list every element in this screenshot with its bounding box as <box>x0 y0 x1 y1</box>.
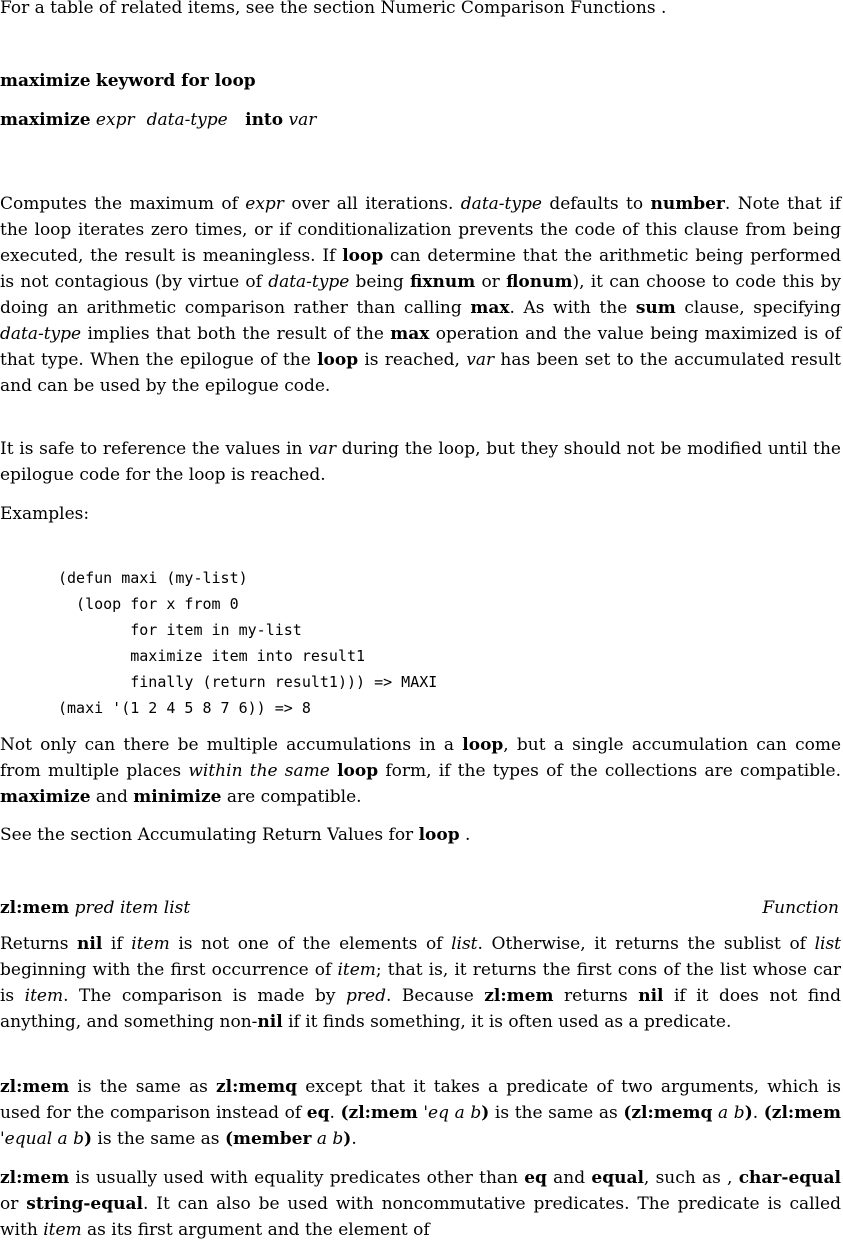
italic-term: item <box>337 960 376 980</box>
text-run: It is safe to reference the values in <box>0 439 309 459</box>
bold-term: number <box>650 194 725 214</box>
text-run: has been set to the accumulated result and can be used by the epilogue code. <box>0 350 842 396</box>
text-run: returns <box>553 986 639 1006</box>
text-run: . As with the <box>509 298 636 318</box>
bold-term: nil <box>77 934 103 954</box>
text-run: . Because <box>385 986 485 1006</box>
bold-term: flonum <box>506 272 573 292</box>
text-run: is the same as <box>92 1129 225 1149</box>
bold-term: (member <box>224 1129 312 1149</box>
text-run: , but a single accumulation can come from multiple places <box>0 735 842 781</box>
text-run: . Otherwise, it returns the sublist of <box>477 934 815 954</box>
text-run: and <box>90 787 134 807</box>
code-line: (maxi '(1 2 4 5 8 7 6)) => 8 <box>58 699 311 717</box>
italic-term: pred <box>346 986 386 1006</box>
text-run: except that it takes a predicate of two arguments, which is used for the comparison instead of <box>0 1077 842 1123</box>
text-run: if it finds something, it is often used as a predicate. <box>282 1012 732 1032</box>
italic-term: within the same <box>188 761 330 781</box>
section-link[interactable]: Numeric Comparison Functions <box>380 0 656 18</box>
bold-term: ) <box>343 1129 352 1149</box>
zlmem-description <box>0 931 841 1035</box>
bold-term: zl:mem <box>0 1168 70 1188</box>
bold-term: nil <box>257 1012 283 1032</box>
text-run: over all iterations. <box>283 194 461 214</box>
text-run: , such as , <box>643 1168 739 1188</box>
code-line: finally (return result1))) => MAXI <box>58 673 438 691</box>
code-line: maximize item into result1 <box>58 647 366 665</box>
text-run: or <box>0 1194 27 1214</box>
italic-term: 'equal a b <box>0 1129 84 1149</box>
text-run: being <box>349 272 410 292</box>
italic-term: data-type <box>460 194 542 214</box>
code-line: (defun maxi (my-list) <box>58 569 248 587</box>
bold-term: sum <box>635 298 676 318</box>
italic-term: var <box>308 439 337 459</box>
function-name: zl:mem <box>0 898 70 918</box>
italic-term: var <box>466 350 495 370</box>
text-run: is the same as <box>69 1077 216 1097</box>
maximize-heading: maximize keyword for loop <box>0 71 256 91</box>
text-run: . The comparison is made by <box>63 986 346 1006</box>
text-run: . <box>752 1103 764 1123</box>
bold-term: minimize <box>133 787 222 807</box>
function-args: pred item list <box>74 898 191 918</box>
text-run: and <box>546 1168 592 1188</box>
italic-term: item <box>43 1220 82 1240</box>
text-run: can determine that the arithmetic being performed is not contagious (by virtue of <box>0 246 841 292</box>
maximize-description <box>0 191 841 399</box>
intro-paragraph: For a table of related items, see the section Numeric Comparison Functions . <box>0 0 667 18</box>
code-line: for item in my-list <box>58 621 302 639</box>
bold-term: zl:memq <box>215 1077 298 1097</box>
italic-term: 'eq a b <box>423 1103 482 1123</box>
bold-term: ) <box>744 1103 753 1123</box>
italic-term: item <box>131 934 170 954</box>
bold-term: loop <box>337 761 379 781</box>
text-run: . <box>351 1129 357 1149</box>
text-run: clause, specifying <box>675 298 841 318</box>
text-run: . <box>459 825 471 845</box>
text-run: during the loop, but they should not be modified until the epilogue code for the loop is reached. <box>0 439 841 485</box>
bold-term: eq <box>306 1103 330 1123</box>
bold-term: zl:mem <box>484 986 554 1006</box>
text-run: ), it can choose to code this by doing an arithmetic comparison rather than calling <box>0 272 841 318</box>
text-run: Not only can there be multiple accumulations in a <box>0 735 463 755</box>
bold-term: (zl:mem <box>763 1103 841 1123</box>
text-run <box>330 761 337 781</box>
italic-term: item <box>24 986 64 1006</box>
italic-term: data-type <box>268 272 350 292</box>
bold-term: loop <box>317 350 359 370</box>
maximize-safety-note <box>0 436 841 488</box>
bold-term: max <box>470 298 510 318</box>
italic-term: list <box>451 934 478 954</box>
italic-term: expr <box>245 194 284 214</box>
text-run: beginning with the first occurrence of <box>0 960 338 980</box>
bold-term: eq <box>524 1168 547 1188</box>
italic-term: data-type <box>0 324 82 344</box>
examples-label: Examples: <box>0 504 90 524</box>
text-run: See the section Accumulating Return Values for <box>0 825 419 845</box>
bold-term: ) <box>83 1129 93 1149</box>
text-run: if it does not find anything, and something non- <box>0 986 842 1032</box>
text-run: are compatible. <box>221 787 362 807</box>
text-run: . <box>329 1103 341 1123</box>
accumulation-paragraph <box>0 732 841 810</box>
text-run: is usually used with equality predicates other than <box>69 1168 525 1188</box>
text-run: defaults to <box>541 194 651 214</box>
text-run: operation and the value being maximized is of that type. When the epilogue of the <box>0 324 841 370</box>
italic-term: a b <box>718 1103 745 1123</box>
bold-term: max <box>390 324 430 344</box>
text-run: is the same as <box>489 1103 624 1123</box>
text-run: Computes the maximum of <box>0 194 246 214</box>
italic-term: list <box>814 934 842 954</box>
zlmem-comparison <box>0 1074 841 1152</box>
entry-kind: Function <box>762 898 839 918</box>
maximize-syntax: maximize expr data-type into var <box>0 110 317 130</box>
text-run: implies that both the result of the <box>81 324 391 344</box>
bold-term: maximize <box>0 787 91 807</box>
zlmem-heading <box>0 895 841 921</box>
zlmem-usage <box>0 1165 841 1243</box>
bold-term: nil <box>638 986 664 1006</box>
text-run: is reached, <box>358 350 467 370</box>
bold-term: loop <box>342 246 384 266</box>
text-run: if <box>102 934 132 954</box>
text-run: . Note that if the loop iterates zero times, or if conditionalization prevents the code of this clause from being executed, the result is meaningless. If <box>0 194 841 266</box>
code-line: (loop for x from 0 <box>58 595 239 613</box>
bold-term: ) <box>481 1103 490 1123</box>
text-run: form, if the types of the collections are compatible. <box>378 761 841 781</box>
bold-term: char-equal <box>738 1168 841 1188</box>
bold-term: zl:mem <box>0 1077 70 1097</box>
bold-term: equal <box>591 1168 644 1188</box>
see-also-paragraph <box>0 822 841 848</box>
text-run: as its first argument and the element of <box>81 1220 430 1240</box>
bold-term: (zl:memq <box>623 1103 713 1123</box>
text-run: is not one of the elements of <box>169 934 452 954</box>
bold-term: string-equal <box>26 1194 143 1214</box>
bold-term: loop <box>418 825 460 845</box>
text-run: Returns <box>0 934 78 954</box>
bold-term: fixnum <box>410 272 476 292</box>
italic-term: a b <box>316 1129 344 1149</box>
bold-term: (zl:mem <box>340 1103 418 1123</box>
bold-term: loop <box>462 735 504 755</box>
text-run: or <box>475 272 507 292</box>
text-run: ; that is, it returns the first cons of the list whose car is <box>0 960 842 1006</box>
text-run: . It can also be used with noncommutative predicates. The predicate is called with <box>0 1194 842 1240</box>
